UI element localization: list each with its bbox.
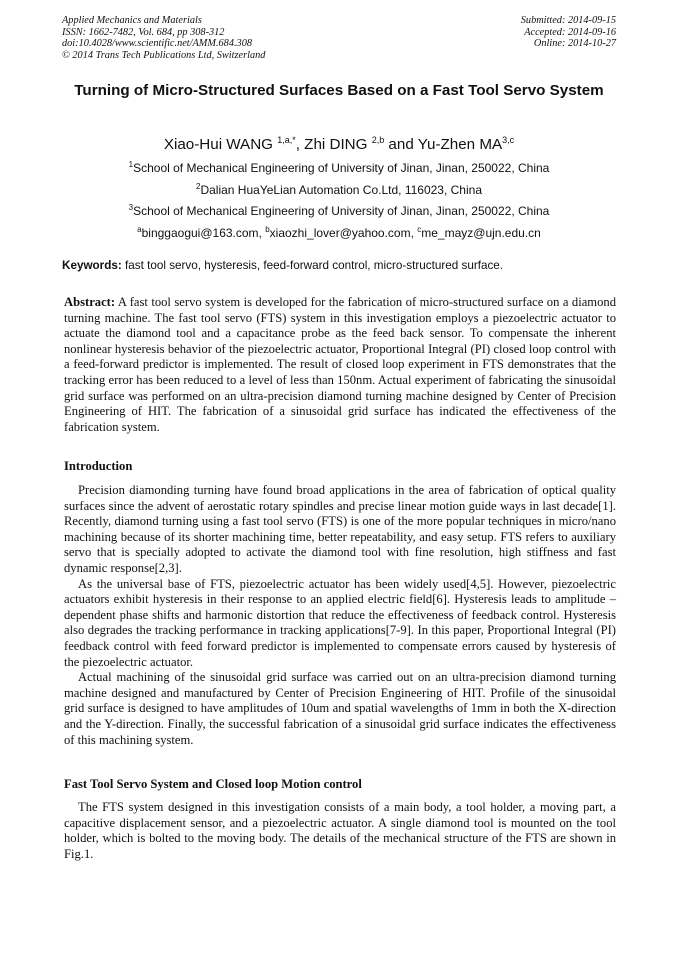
email-line xyxy=(62,222,616,244)
journal-copyright: © 2014 Trans Tech Publications Ltd, Switzerland xyxy=(62,49,266,61)
keywords-text: fast tool servo, hysteresis, feed-forward control, micro-structured surface. xyxy=(121,259,504,272)
paragraph: Actual machining of the sinusoidal grid surface was carried out on an ultra-precision diamond turning machine designed and manufactured by Center of Precision Engineering of HIT. Profile of the sinusoidal grid surface is designed to have amplitudes of 10um and spatial wavelengths of 1mm in both the X-direction and the Y-direction. Finally, the successful fabrication of a sinusoidal grid surface indicates the effectiveness of this machining system. xyxy=(64,670,616,747)
email-address: binggaogui@163.com xyxy=(141,226,259,241)
submitted-date: Submitted: 2014-09-15 xyxy=(520,15,616,26)
online-date: Online: 2014-10-27 xyxy=(533,38,616,50)
keywords xyxy=(62,258,622,273)
affiliation-text: School of Mechanical Engineering of University of Jinan, Jinan, 250022, China xyxy=(133,204,550,219)
introduction-body xyxy=(64,483,616,748)
affiliation xyxy=(62,179,616,201)
email-separator: , xyxy=(410,226,418,241)
author-list xyxy=(62,131,616,154)
author-name: Xiao-Hui WANG xyxy=(163,136,278,153)
affiliations xyxy=(62,157,616,244)
affiliation-marker: 1 xyxy=(128,160,134,169)
email-marker: c xyxy=(417,225,422,235)
email-address: me_mayz@ujn.edu.cn xyxy=(421,226,541,241)
journal-issn: ISSN: 1662-7482, Vol. 684, pp 308-312 xyxy=(62,26,225,38)
email-marker: a xyxy=(137,225,142,235)
paragraph: As the universal base of FTS, piezoelectric actuator has been widely used[4,5]. However, piezoelectric actuators exhibit hysteresis in their response to an applied electric field[6]. Hysteresis leads to amplitude –dependent phase shifts and harmonic distortion that reduce the effectiveness of feedback control. Hysteresis also degrades the tracking performance in tracking applications[7-9]. In this paper, Proportional Integral (PI) feedback control with feed forward predictor is implemented to compensate errors caused by hysteresis of the piezoelectric actuator. xyxy=(64,576,616,669)
journal-name: Applied Mechanics and Materials xyxy=(62,15,202,26)
affiliation xyxy=(62,157,616,179)
keywords-label: Keywords: xyxy=(62,259,122,272)
publication-dates xyxy=(521,15,616,50)
fts-body xyxy=(64,800,616,862)
affiliation-text: Dalian HuaYeLian Automation Co.Ltd, 116023, China xyxy=(200,182,482,197)
paragraph: Precision diamonding turning have found broad applications in the area of fabrication of optical quality surfaces since the advent of aerostatic rotary spindles and precise linear motion guide ways in last decade[1]. Recently, diamond turning using a fast tool servo (FTS) is one of the more popular techniques in micro/nano machining because of its shorter machining time, better repeatability, and easy setup. FTS refers to auxiliary servo that is specially adopted to activate the diamond tool with fine resolution, high stiffness and fast dynamic response[2,3]. xyxy=(64,483,616,575)
author-name: Zhi DING xyxy=(304,136,372,153)
affiliation xyxy=(62,200,616,222)
affiliation-marker: 3 xyxy=(128,203,134,213)
abstract-text: A fast tool servo system is developed for the fabrication of micro-structured surface on a diamond turning machine. The fast tool servo (FTS) system in this investigation employs a piezoelectric actuator to actuate the diamond tool and a capacitance probe as the feed back sensor. To compensate the inherent nonlinear hysteresis behavior of the piezoelectric actuator, Proportional Integral (PI) closed loop control with a feed-forward predictor is implemented. The result of closed loop experiment in FTS demonstrates that the tracking error has been reduced to a level of less than 150nm. Actual experiment of fabricating the sinusoidal grid surface was performed on an ultra-precision diamond turning machine designed by Center of Precision Engineering of HIT. The fabrication of a sinusoidal grid surface has indicated the effectiveness of the fabrication system. xyxy=(64,295,616,434)
author-marker: 3,c xyxy=(502,135,515,145)
author-separator: , xyxy=(295,136,305,153)
journal-doi: doi:10.4028/www.scientific.net/AMM.684.308 xyxy=(62,38,252,50)
email-separator: , xyxy=(258,226,266,241)
author-name: Yu-Zhen MA xyxy=(417,136,503,153)
affiliation-marker: 2 xyxy=(196,181,201,191)
affiliation-text: School of Mechanical Engineering of University of Jinan, Jinan, 250022, China xyxy=(133,161,550,175)
abstract-label: Abstract: xyxy=(64,295,116,309)
journal-info xyxy=(62,15,265,61)
author-marker: 1,a,* xyxy=(277,135,296,145)
accepted-date: Accepted: 2014-09-16 xyxy=(524,26,616,38)
author-separator: and xyxy=(384,136,418,153)
email-marker: b xyxy=(265,225,270,235)
email-address: xiaozhi_lover@yahoo.com xyxy=(269,226,411,241)
section-heading-introduction: Introduction xyxy=(64,459,133,473)
paragraph: The FTS system designed in this investigation consists of a main body, a tool holder, a moving part, a capacitive displacement sensor, and a piezoelectric actuator. A single diamond tool is mounted on the tool holder, which is bolted to the moving body. The details of the mechanical structure of the FTS are shown in Fig.1. xyxy=(64,800,616,861)
author-marker: 2,b xyxy=(371,135,385,145)
paper-title: Turning of Micro-Structured Surfaces Based on a Fast Tool Servo System xyxy=(74,82,604,99)
abstract xyxy=(64,295,616,435)
section-heading-fts: Fast Tool Servo System and Closed loop Motion control xyxy=(64,777,362,791)
